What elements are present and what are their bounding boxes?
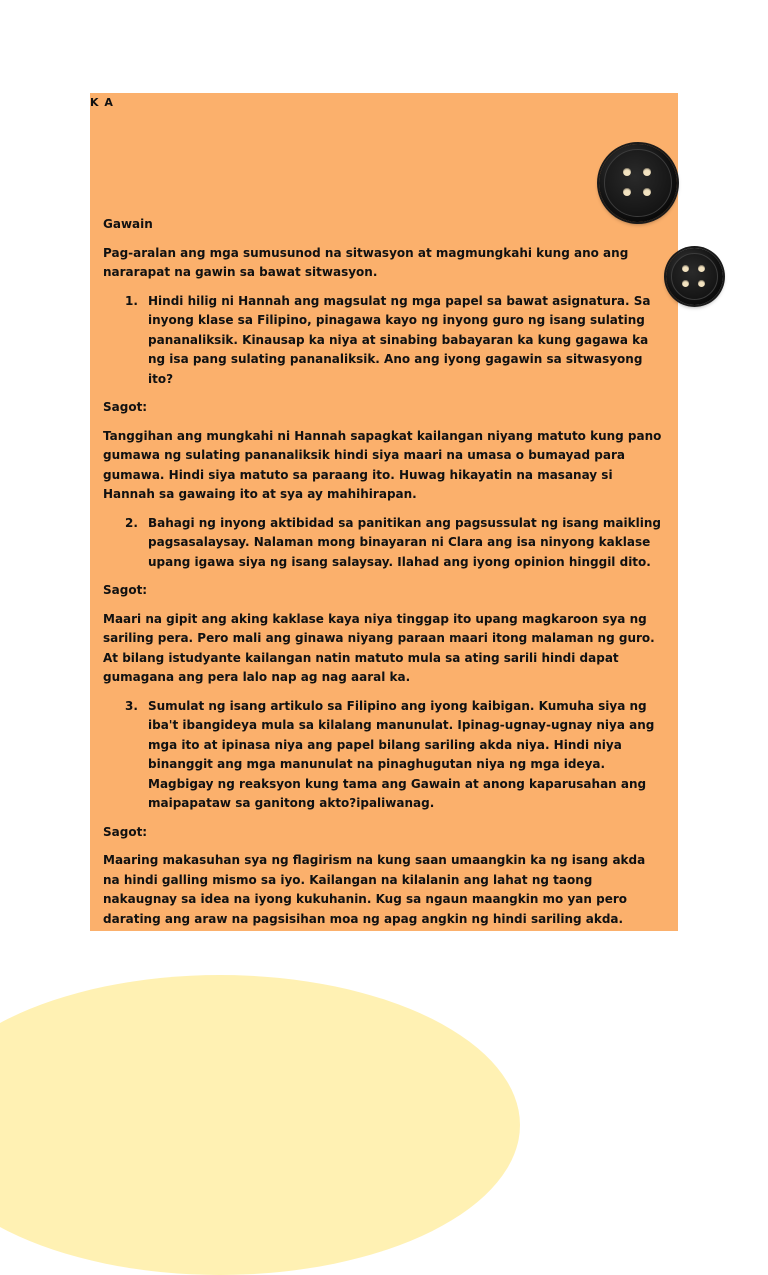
question-list xyxy=(103,292,663,390)
answer-text: Tanggihan ang mungkahi ni Hannah sapagkat kailangan niyang matuto kung pano gumawa ng sulating pananaliksik hindi siya maari na umasa o bumayad para gumawa. Hindi siya matuto sa paraang ito. Huwag hikayatin na masanay si Hannah sa gawaing ito at sya ay mahihirapan. xyxy=(103,428,662,501)
sewing-button-icon xyxy=(599,144,677,222)
question-item xyxy=(103,292,663,390)
answer-text: Maari na gipit ang aking kaklase kaya niya tinggap ito upang magkaroon sya ng sariling pera. Pero mali ang ginawa niyang paraan maari itong malaman ng guro. At bilang istudyante kailangan natin matuto mula sa ating sarili hindi dapat gumagana ang pera lalo nap ag nag aaral ka. xyxy=(103,611,655,684)
question-number: 3. xyxy=(125,698,138,713)
decorative-arc xyxy=(0,975,520,1275)
section-heading: Gawain xyxy=(103,217,153,231)
question-item xyxy=(103,697,663,814)
intro-paragraph: Pag-aralan ang mga sumusunod na sitwasyon at magmungkahi kung ano ang nararapat na gawin sa bawat sitwasyon. xyxy=(103,245,629,279)
question-text: Bahagi ng inyong aktibidad sa panitikan ang pagsussulat ng isang maikling pagsasalaysay. Nalaman mong binayaran ni Clara ang isa ninyong kaklase upang igawa siya ng isang salaysay. Ilahad ang iyong opinion hinggil dito. xyxy=(148,515,661,569)
question-text: Sumulat ng isang artikulo sa Filipino ang iyong kaibigan. Kumuha siya ng iba't ibangideya mula sa kilalang manunulat. Ipinag-ugnay-ugnay niya ang mga ito at ipinasa niya ang papel bilang sariling akda niya. Hindi niya binanggit ang mga manunulat na pinaghugutan niya ng mga ideya. Magbigay ng reaksyon kung tama ang Gawain at anong kaparusahan ang maipapataw sa ganitong akto?ipaliwanag. xyxy=(148,698,655,810)
document-content xyxy=(103,215,663,938)
answer-label: Sagot: xyxy=(103,400,148,414)
document-page xyxy=(90,93,678,931)
question-text: Hindi hilig ni Hannah ang magsulat ng mga papel sa bawat asignatura. Sa inyong klase sa Filipino, pinagawa kayo ng inyong guro ng isang sulating pananaliksik. Kinausap ka niya at sinabing babayaran ka kung gagawa ka ng isa pang sulating pananaliksik. Ano ang iyong gagawin sa sitwasyong ito? xyxy=(148,293,651,386)
sewing-button-icon xyxy=(666,248,723,305)
question-list xyxy=(103,514,663,573)
answer-label: Sagot: xyxy=(103,824,148,839)
question-number: 2. xyxy=(125,515,138,530)
question-number: 1. xyxy=(125,293,138,308)
answer-label: Sagot: xyxy=(103,583,148,597)
question-item xyxy=(103,514,663,573)
header-mark: K A xyxy=(90,96,114,109)
answer-text: Maaring makasuhan sya ng flagirism na kung saan umaangkin ka ng isang akda na hindi galling mismo sa iyo. Kailangan na kilalanin ang lahat ng taong nakaugnay sa idea na iyong kukuhanin. Kug sa ngaun maangkin mo yan pero darating ang araw na pagsisihan moa ng apag angkin ng hindi sariling akda. xyxy=(103,853,646,926)
question-list xyxy=(103,697,663,814)
